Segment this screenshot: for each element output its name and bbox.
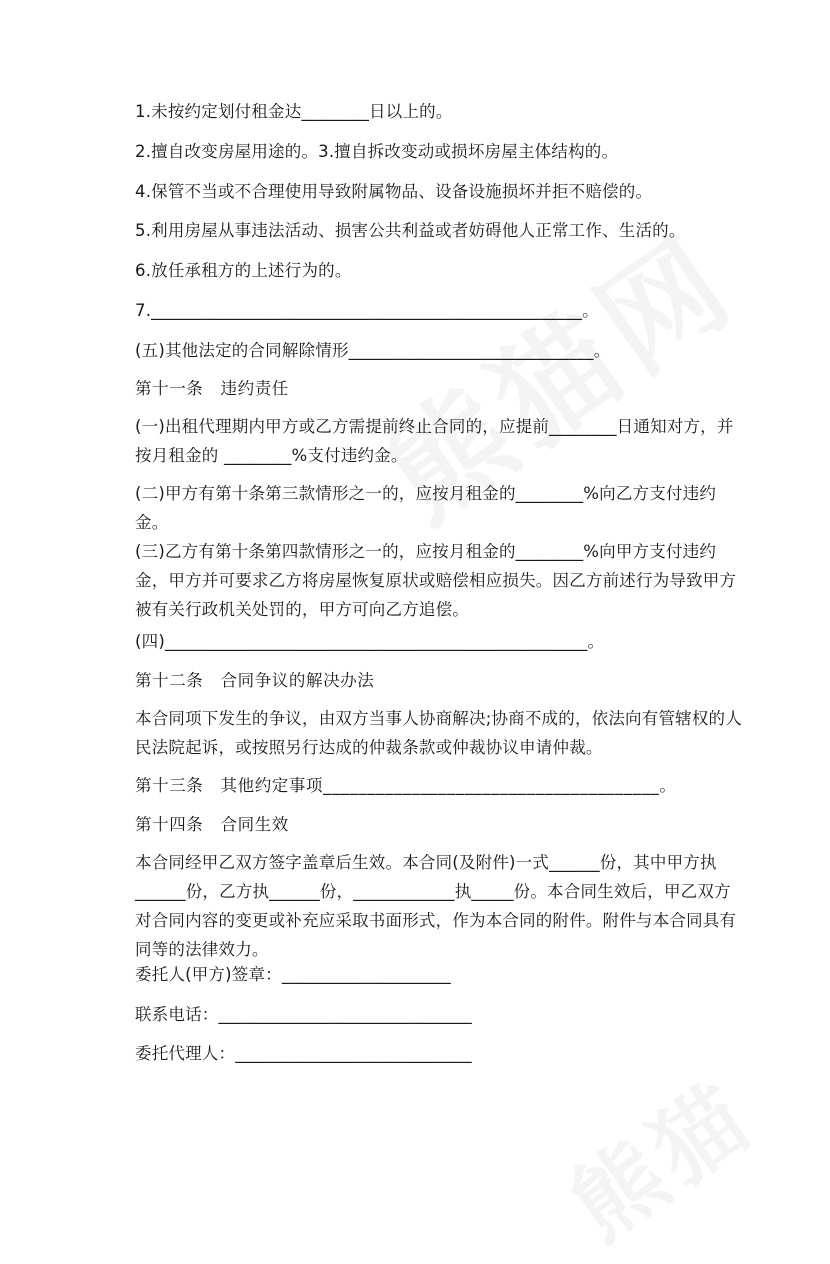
article-14-para: 本合同经甲乙双方签字盖章后生效。本合同(及附件)一式______份，其中甲方执______份，乙方执______份，____________执_____份。本合同生效后，甲乙双方对合同内容的变更或补充应采取书面形式，作为本合同的附件。附件与本合同具有同等的法律效力。 <box>135 853 737 959</box>
clause-item-5: 5.利用房屋从事违法活动、损害公共利益或者妨碍他人正常工作、生活的。 <box>135 221 686 240</box>
article-11-heading: 第十一条 违约责任 <box>135 379 289 398</box>
client-signature-line: 委托人(甲方)签章：____________________ <box>135 965 451 984</box>
article-11-para-2: (二)甲方有第十条第三款情形之一的，应按月租金的________%向乙方支付违约金。 <box>135 484 717 532</box>
article-12-para: 本合同项下发生的争议，由双方当事人协商解决;协商不成的，依法向有管辖权的人民法院起诉，或按照另行达成的仲裁条款或仲裁协议申请仲裁。 <box>135 709 742 757</box>
clause-item-7: 7.___________________________________________________。 <box>135 301 599 320</box>
article-12-heading: 第十二条 合同争议的解决办法 <box>135 671 375 690</box>
clause-item-5-other: (五)其他法定的合同解除情形_____________________________。 <box>135 341 611 360</box>
article-14-heading: 第十四条 合同生效 <box>135 815 289 834</box>
clause-item-2: 2.擅自改变房屋用途的。3.擅自拆改变动或损坏房屋主体结构的。 <box>135 142 619 161</box>
clause-item-6: 6.放任承租方的上述行为的。 <box>135 261 352 280</box>
contact-phone-line: 联系电话：______________________________ <box>135 1005 472 1024</box>
article-13-heading: 第十三条 其他约定事项______________________________________。 <box>135 776 677 795</box>
article-11-para-4: (四)__________________________________________________。 <box>135 632 605 651</box>
watermark-bottom <box>540 1046 775 1264</box>
clause-item-4: 4.保管不当或不合理使用导致附属物品、设备设施损坏并拒不赔偿的。 <box>135 182 653 201</box>
article-11-para-3: (三)乙方有第十条第四款情形之一的，应按月租金的________%向甲方支付违约金，甲方并可要求乙方将房屋恢复原状或赔偿相应损失。因乙方前述行为导致甲方被有关行政机关处罚的，甲方可向乙方追偿。 <box>135 542 737 619</box>
agent-line: 委托代理人：____________________________ <box>135 1044 472 1063</box>
clause-item-1: 1.未按约定划付租金达________日以上的。 <box>135 102 453 121</box>
article-11-para-1: (一)出租代理期内甲方或乙方需提前终止合同的，应提前________日通知对方，并按月租金的 ________%支付违约金。 <box>135 417 734 465</box>
